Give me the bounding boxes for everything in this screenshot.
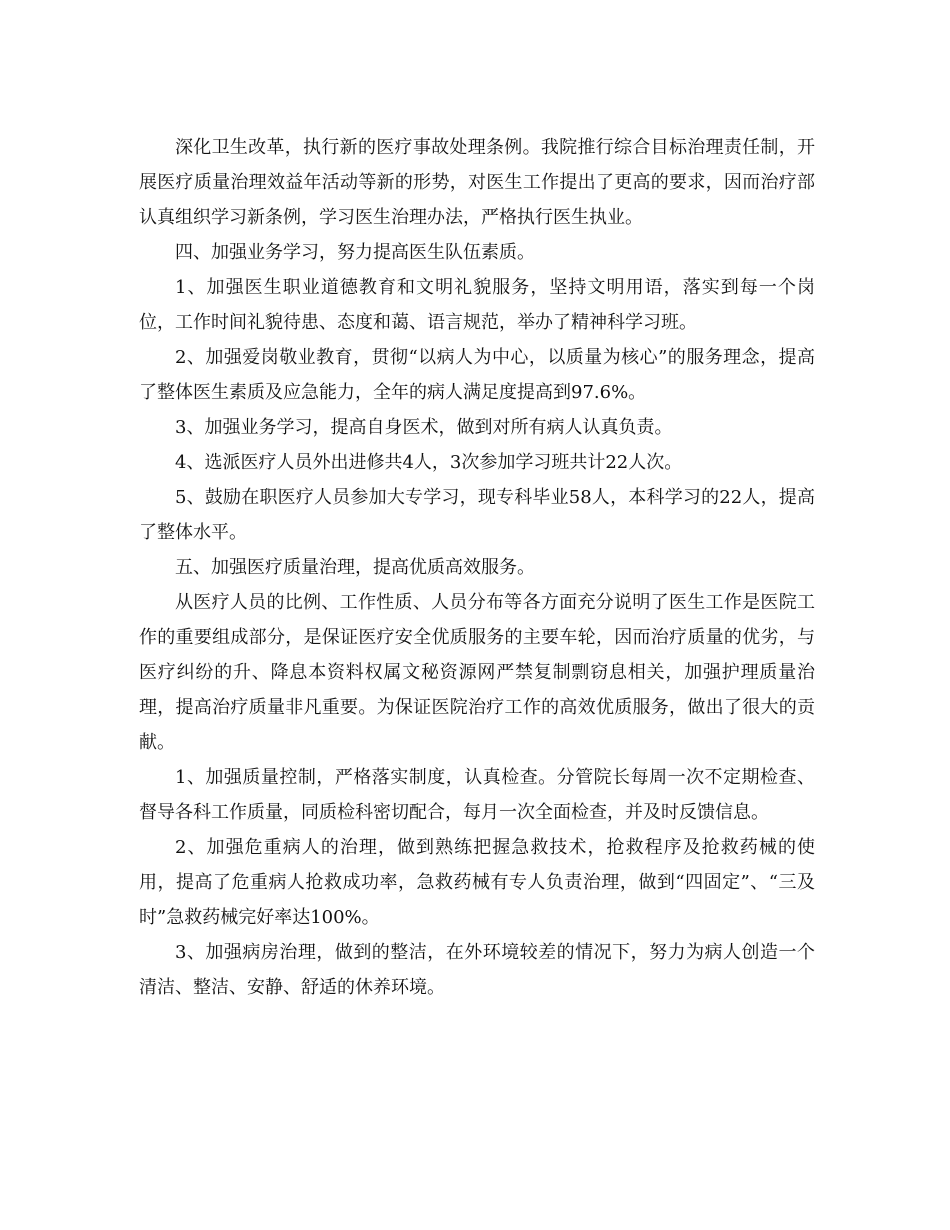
paragraph-item-critical-care: 2、加强危重病人的治理，做到熟练把握急救技术，抢救程序及抢救药械的使用，提高了危重病人抢救成功率，急救药械有专人负责治理，做到“四固定”、“三及时”急救药械完好率达100%。 [139,837,815,928]
paragraph-reform-intro: 深化卫生改革，执行新的医疗事故处理条例。我院推行综合目标治理责任制，开展医疗质量治理效益年活动等新的形势，对医生工作提出了更高的要求，因而治疗部认真组织学习新条例，学习医生治理办法，严格执行医生执业。 [139,137,815,228]
paragraph-item-study: 3、加强业务学习，提高自身医术，做到对所有病人认真负责。 [175,417,673,438]
paragraph-item-education: 5、鼓励在职医疗人员参加大专学习，现专科毕业58人，本科学习的22人，提高了整体水平。 [139,487,815,543]
paragraph-item-training: 4、选派医疗人员外出进修共4人，3次参加学习班共计22人次。 [175,452,683,473]
paragraph-item-ethics: 1、加强医生职业道德教育和文明礼貌服务，坚持文明用语，落实到每一个岗位，工作时间礼貌待患、态度和蔼、语言规范，举办了精神科学习班。 [139,277,815,333]
section-heading-four: 四、加强业务学习，努力提高医生队伍素质。 [175,242,535,263]
section-heading-five: 五、加强医疗质量治理，提高优质高效服务。 [175,557,535,578]
paragraph-item-ward-management: 3、加强病房治理，做到的整洁，在外环境较差的情况下，努力为病人创造一个清洁、整洁、安静、舒适的休养环境。 [139,942,815,998]
paragraph-item-dedication: 2、加强爱岗敬业教育，贯彻“以病人为中心，以质量为核心”的服务理念，提高了整体医生素质及应急能力，全年的病人满足度提高到97.6%。 [139,347,815,403]
paragraph-item-quality-control: 1、加强质量控制，严格落实制度，认真检查。分管院长每周一次不定期检查、督导各科工作质量，同质检科密切配合，每月一次全面检查，并及时反馈信息。 [139,767,815,823]
document-body [139,130,815,1005]
paragraph-quality-overview: 从医疗人员的比例、工作性质、人员分布等各方面充分说明了医生工作是医院工作的重要组成部分，是保证医疗安全优质服务的主要车轮，因而治疗质量的优劣，与医疗纠纷的升、降息本资料权属文秘资源网严禁复制剽窃息相关，加强护理质量治理，提高治疗质量非凡重要。为保证医院治疗工作的高效优质服务，做出了很大的贡献。 [139,592,815,753]
